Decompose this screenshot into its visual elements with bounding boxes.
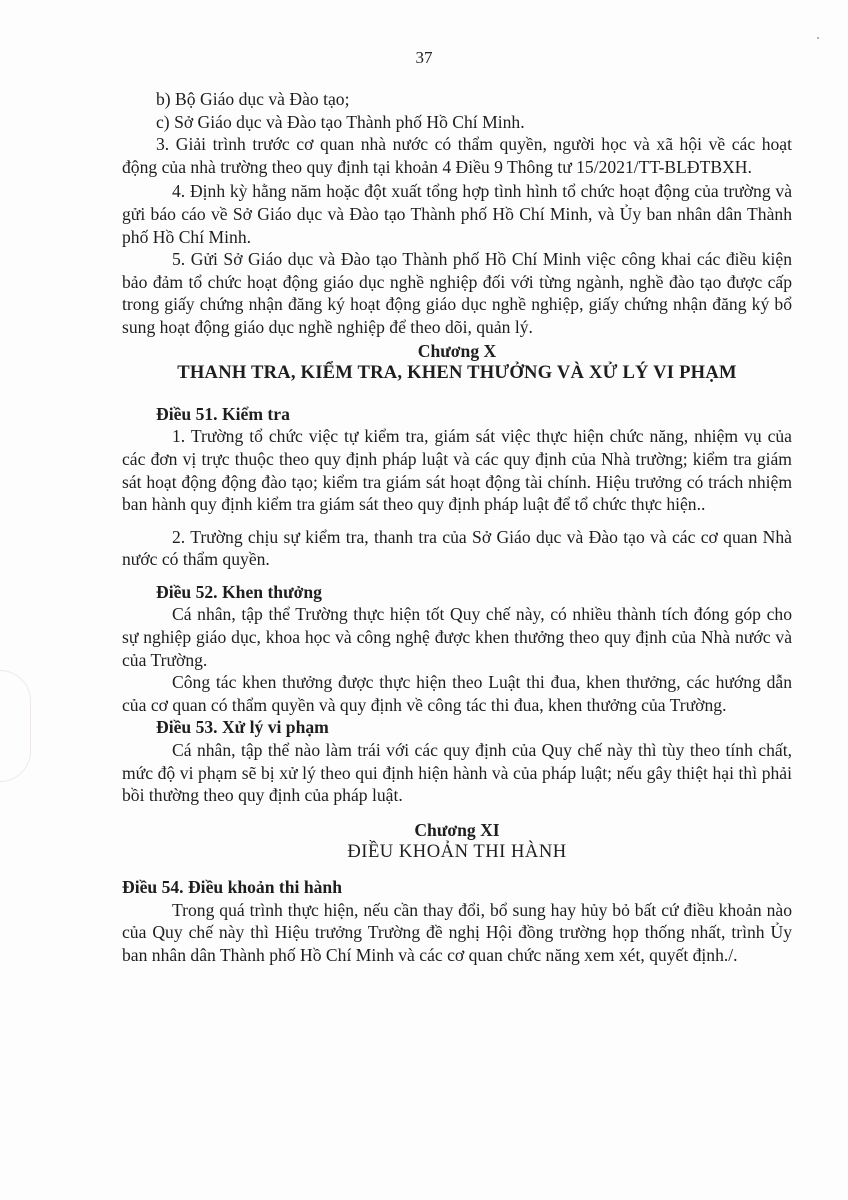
document-body [122,88,792,966]
clause-4: 4. Định kỳ hằng năm hoặc đột xuất tổng hợp tình hình tổ chức hoạt động của trường và gửi báo cáo về Sở Giáo dục và Đào tạo Thành phố Hồ Chí Minh, và Ủy ban nhân dân Thành phố Hồ Chí Minh. [122,181,792,247]
article-54-para-1: Trong quá trình thực hiện, nếu cần thay đổi, bổ sung hay hủy bỏ bất cứ điều khoản nào của Quy chế này thì Hiệu trưởng Trường đề nghị Hội đồng trường họp thống nhất, trình Ủy ban nhân dân Thành phố Hồ Chí Minh và các cơ quan chức năng xem xét, quyết định./. [122,899,792,965]
article-52-para-1: Cá nhân, tập thể Trường thực hiện tốt Quy chế này, có nhiều thành tích đóng góp cho sự nghiệp giáo dục, khoa học và công nghệ được khen thưởng theo quy định của Nhà nước và của Trường. [122,604,792,670]
chapter-x-label: Chương X [417,340,497,361]
article-54-heading: Điều 54. Điều khoản thi hành [122,877,342,897]
page-number: 37 [415,48,433,67]
chapter-x-title: THANH TRA, KIỂM TRA, KHEN THƯỞNG VÀ XỬ LÝ VI PHẠM [177,362,737,384]
article-51-para-1: 1. Trường tổ chức việc tự kiểm tra, giám sát việc thực hiện chức năng, nhiệm vụ của các đơn vị trực thuộc theo quy định pháp luật và các quy định của Nhà trường; kiểm tra giám sát hoạt động động đào tạo; kiểm tra giám sát hoạt động tài chính. Hiệu trưởng có trách nhiệm ban hành quy định kiểm tra giám sát theo quy định pháp luật để tổ chức thực hiện.. [122,426,792,515]
scan-speck [817,37,819,39]
article-51-para-2: 2. Trường chịu sự kiểm tra, thanh tra của Sở Giáo dục và Đào tạo và các cơ quan Nhà nước có thẩm quyền. [122,526,792,570]
seal-stamp-trace [0,670,31,782]
article-51-heading: Điều 51. Kiểm tra [156,403,290,424]
article-53-heading: Điều 53. Xử lý vi phạm [156,717,329,738]
clause-3: 3. Giải trình trước cơ quan nhà nước có thẩm quyền, người học và xã hội về các hoạt động của nhà trường theo quy định tại khoản 4 Điều 9 Thông tư 15/2021/TT-BLĐTBXH. [122,134,792,177]
article-52-heading: Điều 52. Khen thưởng [156,581,322,602]
chapter-xi-title: ĐIỀU KHOẢN THI HÀNH [347,841,567,863]
clause-5: 5. Gửi Sở Giáo dục và Đào tạo Thành phố Hồ Chí Minh việc công khai các điều kiện bảo đảm tổ chức hoạt động giáo dục nghề nghiệp đối với từng ngành, nghề đào tạo được cấp trong giấy chứng nhận đăng ký hoạt động giáo dục nghề nghiệp, giấy chứng nhận đăng ký bổ sung hoạt động giáo dục nghề nghiệp để theo dõi, quản lý. [122,249,792,337]
chapter-xi-label: Chương XI [414,819,500,840]
list-item-c: c) Sở Giáo dục và Đào tạo Thành phố Hồ Chí Minh. [156,111,525,132]
article-52-para-2: Công tác khen thưởng được thực hiện theo Luật thi đua, khen thưởng, các hướng dẫn của cơ quan có thẩm quyền và quy định về công tác thi đua, khen thưởng của Trường. [122,672,792,715]
article-53-para-1: Cá nhân, tập thể nào làm trái với các quy định của Quy chế này thì tùy theo tính chất, mức độ vi phạm sẽ bị xử lý theo qui định hiện hành và của pháp luật; nếu gây thiệt hại thì phải bồi thường theo quy định của pháp luật. [122,740,792,806]
list-item-b: b) Bộ Giáo dục và Đào tạo; [156,89,350,109]
